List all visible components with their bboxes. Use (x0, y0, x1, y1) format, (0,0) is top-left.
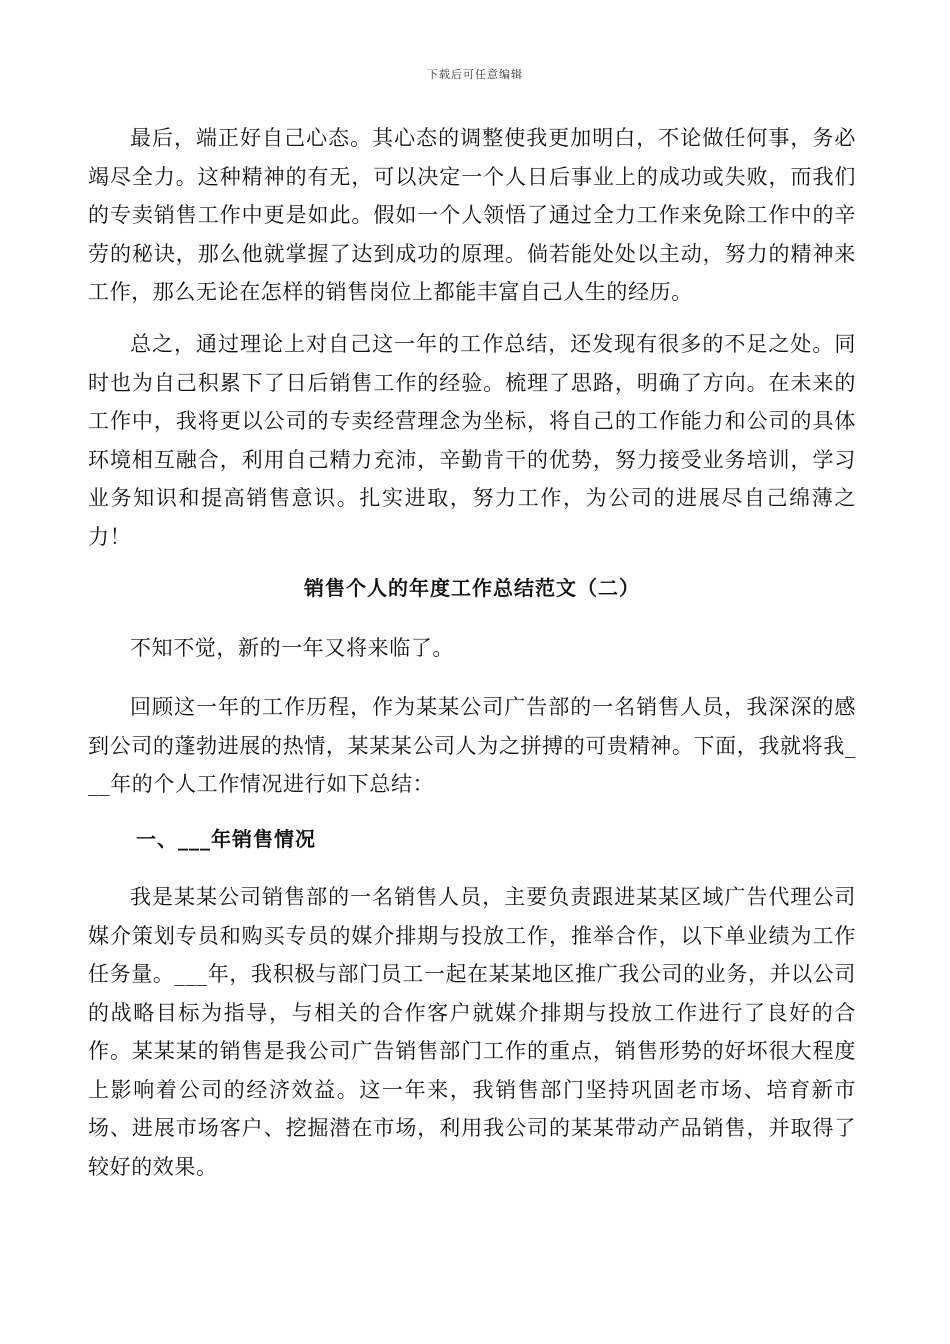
section-title: 销售个人的年度工作总结范文（二） (304, 576, 640, 600)
header-note: 下载后可任意编辑 (427, 68, 523, 81)
paragraph-review: 回顾这一年的工作历程，作为某某公司广告部的一名销售人员，我深深的感到公司的蓬勃进展的热情，某某某公司人为之拼搏的可贵精神。下面，我就将我___年的个人工作情况进行如下总结： (88, 695, 856, 796)
paragraph-conclusion: 总之，通过理论上对自己这一年的工作总结，还发现有很多的不足之处。同时也为自己积累下了日后销售工作的经验。梳理了思路，明确了方向。在未来的工作中，我将更以公司的专卖经营理念为坐标，将自己的工作能力和公司的具体环境相互融合，利用自己精力充沛，辛勤肯干的优势，努力接受业务培训，学习业务知识和提高销售意识。扎实进取，努力工作，为公司的进展尽自己绵薄之力！ (88, 332, 856, 549)
paragraph-sales-situation: 我是某某公司销售部的一名销售人员，主要负责跟进某某区域广告代理公司媒介策划专员和购买专员的媒介排期与投放工作，推举合作，以下单业绩为工作任务量。___年，我积极与部门员工一起在某某地区推广我公司的业务，并以公司的战略目标为指导，与相关的合作客户就媒介排期与投放工作进行了良好的合作。某某某的销售是我公司广告销售部门工作的重点，销售形势的好坏很大程度上影响着公司的经济效益。这一年来，我销售部门坚持巩固老市场、培育新市场、进展市场客户、挖掘潜在市场，利用我公司的某某带动产品销售，并取得了较好的效果。 (88, 885, 856, 1179)
subsection-heading: 一、___年销售情况 (136, 827, 316, 851)
paragraph-attitude: 最后，端正好自己心态。其心态的调整使我更加明白，不论做任何事，务必竭尽全力。这种精神的有无，可以决定一个人日后事业上的成功或失败，而我们的专卖销售工作中更是如此。假如一个人领悟了通过全力工作来免除工作中的辛劳的秘诀，那么他就掌握了达到成功的原理。倘若能处处以主动，努力的精神来工作，那么无论在怎样的销售岗位上都能丰富自己人生的经历。 (88, 126, 856, 304)
paragraph-intro: 不知不觉，新的一年又将来临了。 (130, 636, 454, 660)
